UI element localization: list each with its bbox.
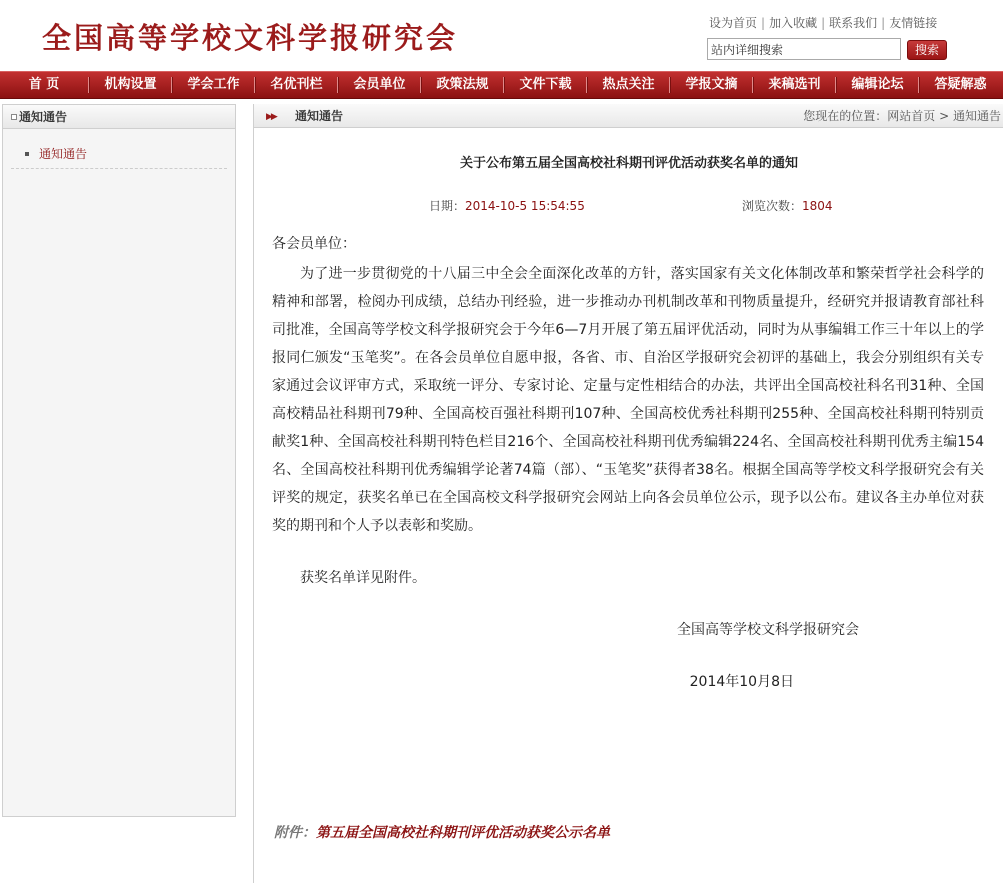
nav-society-work[interactable]: 学会工作 [187,77,240,92]
nav-downloads[interactable]: 文件下载 [519,77,572,92]
spacer [272,540,984,564]
main-content [253,104,1003,883]
breadcrumb-current-link[interactable]: 通知通告 [952,109,1001,123]
nav-qa[interactable]: 答疑解惑 [934,77,987,92]
sidebar-title: 通知通告 [19,110,68,124]
add-favorite-link[interactable]: 加入收藏 [769,16,818,30]
link-separator: | [881,16,886,30]
site-header [0,0,1003,70]
breadcrumb-prefix: 您现在的位置： [803,109,888,123]
set-homepage-link[interactable]: 设为首页 [709,16,758,30]
breadcrumb-separator: > [935,109,953,123]
salutation: 各会员单位： [272,236,356,252]
views-label: 浏览次数： [742,199,803,213]
article-title: 关于公布第五届全国高校社科期刊评优活动获奖名单的通知 [459,156,798,171]
nav-home[interactable]: 首 页 [28,77,60,92]
main-nav [0,71,1003,99]
sidebar-list [11,143,227,169]
link-separator: | [761,16,766,30]
nav-members[interactable]: 会员单位 [353,77,406,92]
signature: 全国高等学校文科学报研究会 [677,622,859,638]
site-logo[interactable]: 全国高等学校文科学报研究会 [42,21,459,55]
breadcrumb [803,104,1001,128]
attachment-label: 附件： [274,825,316,841]
nav-hot-topics[interactable]: 热点关注 [602,77,655,92]
sign-date: 2014年10月8日 [689,674,794,690]
section-title: 通知通告 [295,109,344,123]
views-value: 1804 [802,199,833,213]
top-links [709,14,937,31]
contact-us-link[interactable]: 联系我们 [829,16,878,30]
nav-organization[interactable]: 机构设置 [104,77,157,92]
sidebar-header [3,105,235,129]
search-input[interactable] [707,38,901,60]
nav-editor-forum[interactable]: 编辑论坛 [851,77,904,92]
breadcrumb-home-link[interactable]: 网站首页 [887,109,936,123]
article-views [742,197,833,214]
paragraph-attachment-note: 获奖名单详见附件。 [300,570,426,586]
article-date [429,197,585,214]
nav-policies[interactable]: 政策法规 [436,77,489,92]
spacer [272,644,984,668]
friend-links-link[interactable]: 友情链接 [889,16,938,30]
sidebar [2,104,236,817]
nav-selected-papers[interactable]: 来稿选刊 [768,77,821,92]
spacer [272,592,984,616]
square-icon [11,114,17,120]
bullet-icon [25,152,29,156]
attachment-link[interactable]: 第五届全国高校社科期刊评优活动获奖公示名单 [316,825,610,841]
double-arrow-icon: ▶▶ [266,112,276,122]
date-value: 2014-10-5 15:54:55 [465,199,585,213]
sidebar-item-label: 通知通告 [39,147,88,161]
nav-digest[interactable]: 学报文摘 [685,77,738,92]
nav-famous-columns[interactable]: 名优刊栏 [270,77,323,92]
sidebar-item-notices[interactable] [11,143,227,169]
search-button[interactable]: 搜索 [907,40,947,60]
article-body [272,230,984,696]
paragraph-main: 为了进一步贯彻党的十八届三中全会全面深化改革的方针，落实国家有关文化体制改革和繁荣哲学社会科学的精神和部署，检阅办刊成绩，总结办刊经验，进一步推动办刊机制改革和刊物质量提升，经研究并报请教育部社科司批准，全国高等学校文科学报研究会于今年6—7月开展了第五届评优活动，同时为从事编辑工作三十年以上的学报同仁颁发“玉笔奖”。在各会员单位自愿申报，各省、市、自治区学报研究会初评的基础上，我会分别组织有关专家通过会议评审方式，采取统一评分、专家讨论、定量与定性相结合的办法，共评出全国高校社科名刊31种、全国高校精品社科期刊79种、全国高校百强社科期刊107种、全国高校优秀社科期刊255种、全国高校社科期刊特别贡献奖1种、全国高校社科期刊特色栏目216个、全国高校社科期刊优秀编辑224名、全国高校社科期刊优秀主编154名、全国高校社科期刊优秀编辑学论著74篇（部）、“玉笔奖”获得者38名。根据全国高等学校文科学报研究会有关评奖的规定，获奖名单已在全国高校文科学报研究会网站上向各会员单位公示，现予以公布。建议各主办单位对获奖的期刊和个人予以表彰和奖励。 [272,266,984,534]
section-header-bar [254,104,1003,128]
attachment [274,822,610,842]
date-label: 日期： [429,199,466,213]
link-separator: | [821,16,826,30]
